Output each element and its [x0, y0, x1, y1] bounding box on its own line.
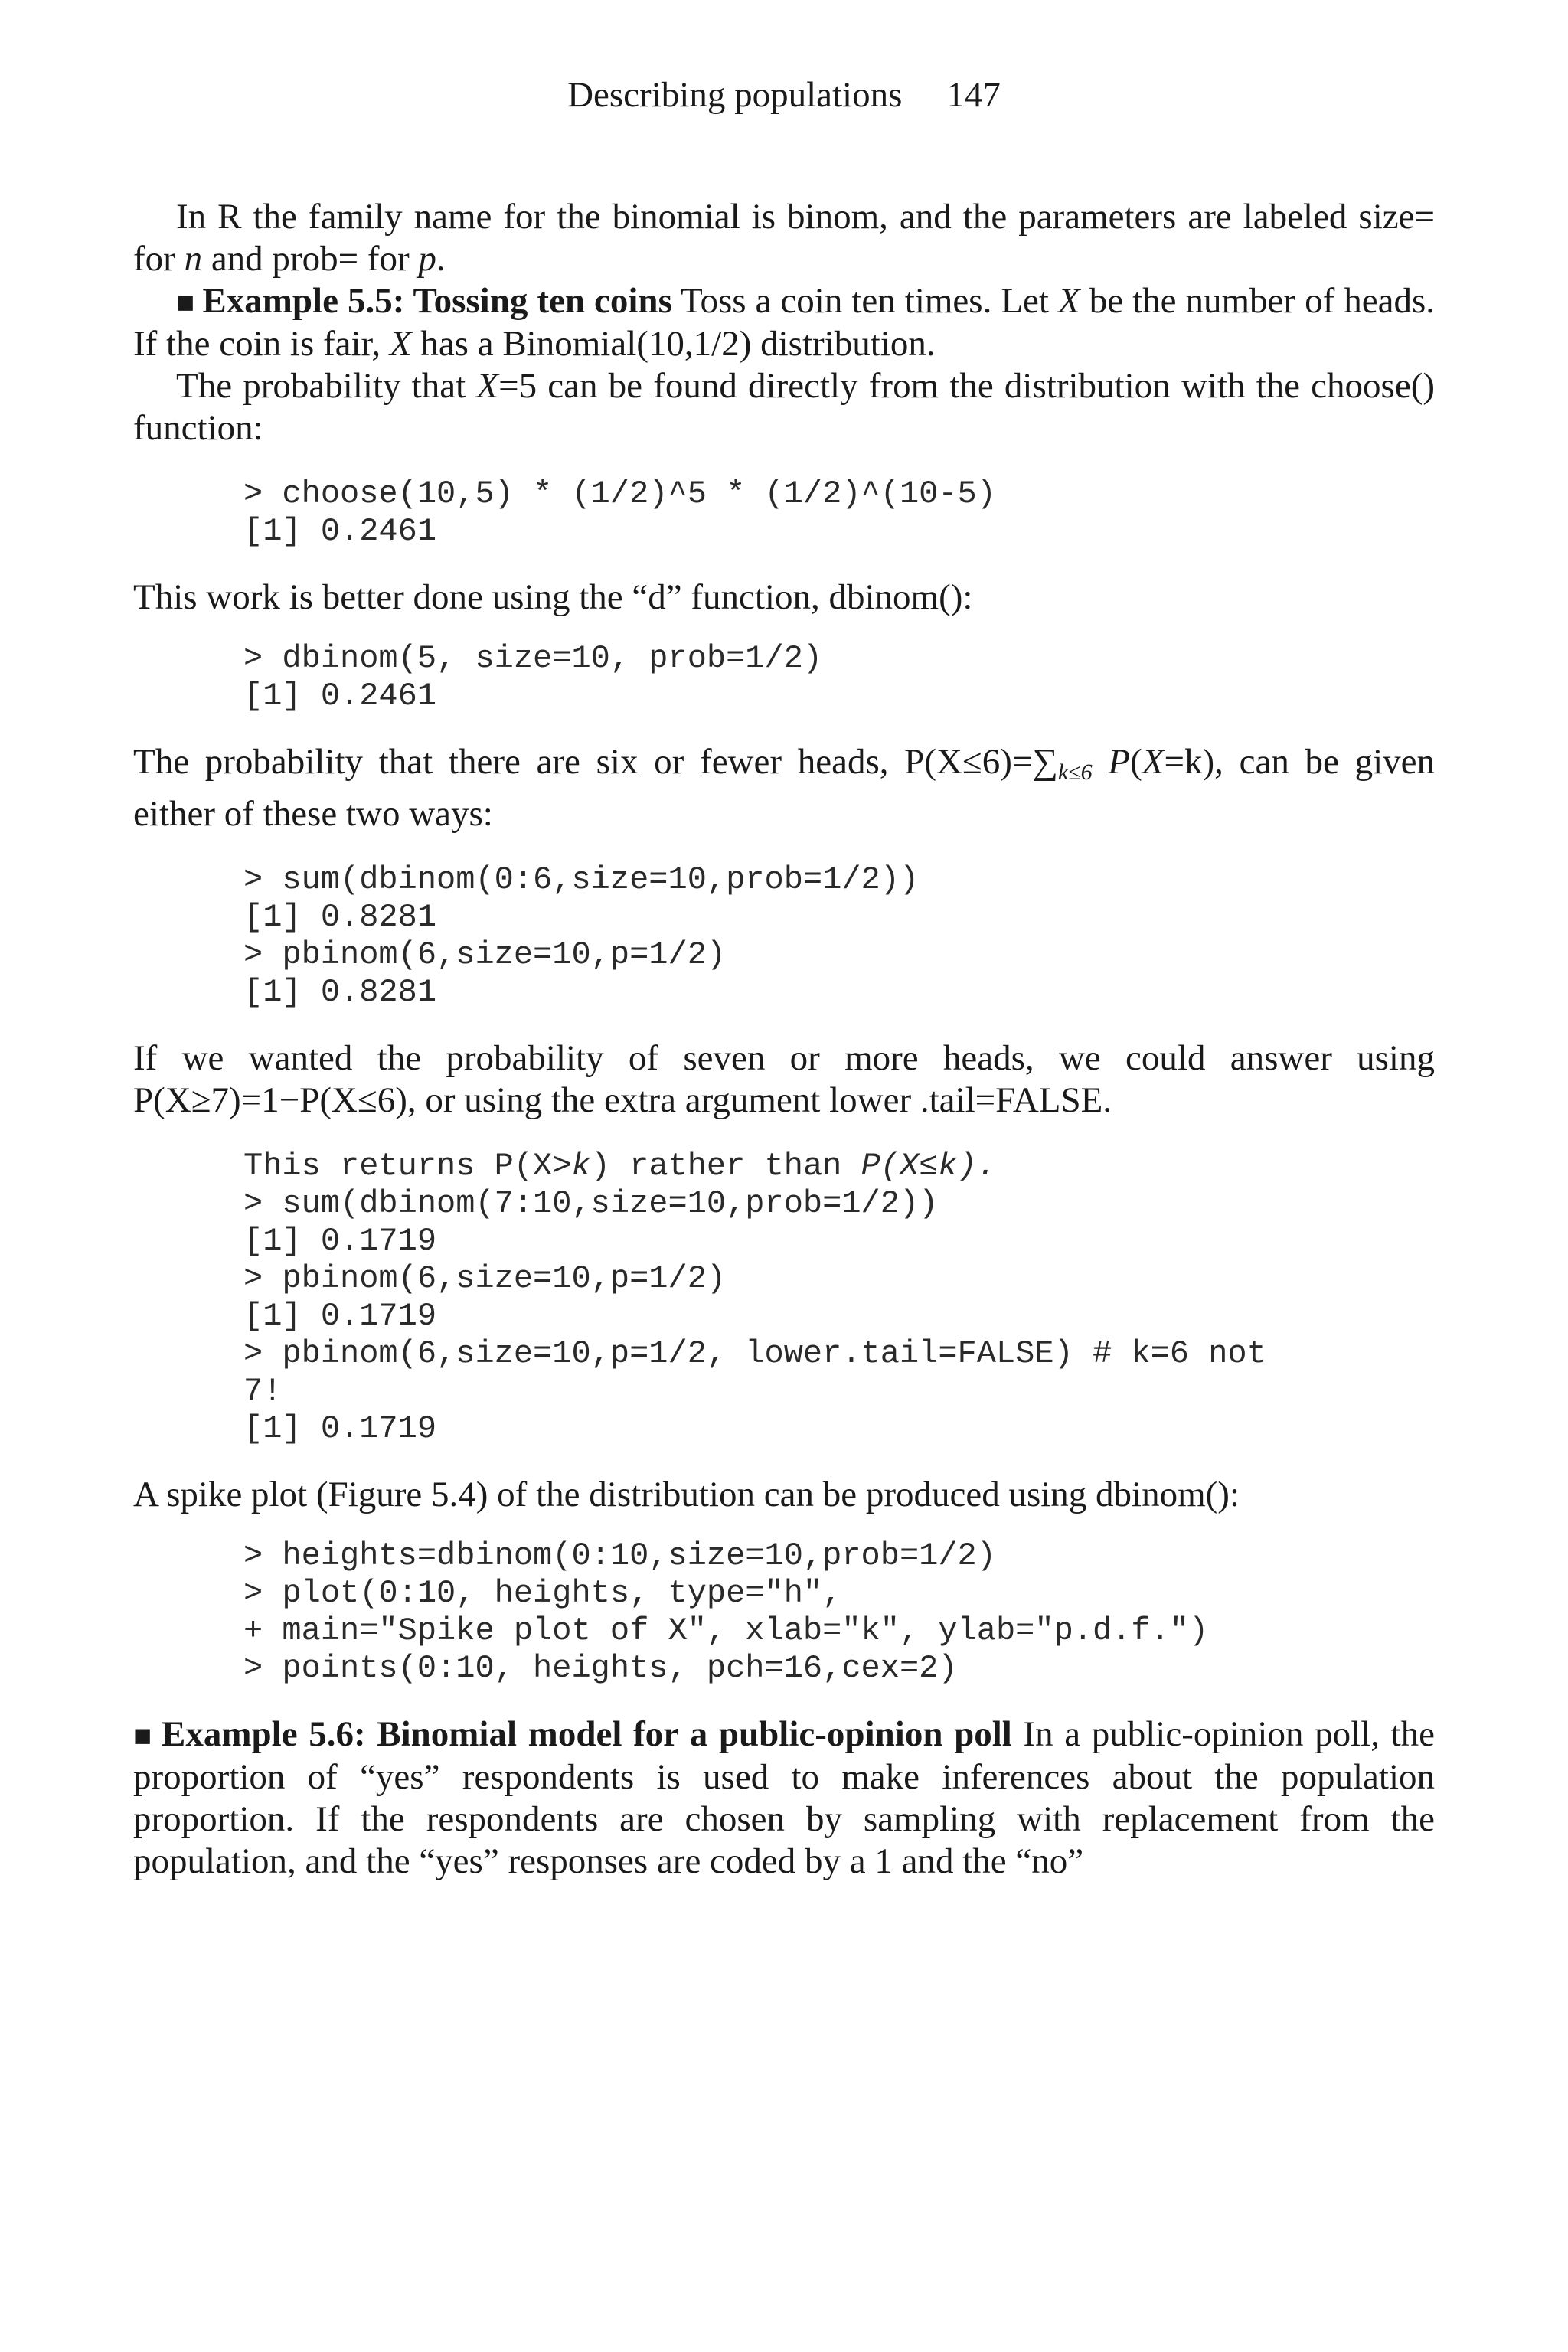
text-run: ) rather than: [590, 1148, 861, 1184]
code-line: [1] 0.1719: [243, 1410, 437, 1447]
example-title: Example 5.6: Binomial model for a public-opinion poll: [162, 1714, 1012, 1754]
paragraph-spike-plot: A spike plot (Figure 5.4) of the distribution can be produced using dbinom():: [133, 1475, 1240, 1514]
text-run: In a public-opinion poll, the proportion of “yes” respondents is used to make inferences about the population proportion. If the respondents are chosen by sampling with replacement from the population, and the “yes” responses are coded by a 1 and the “no”: [133, 1714, 1435, 1881]
code-line: > sum(dbinom(0:6,size=10,prob=1/2)): [243, 861, 920, 898]
running-head-title: Describing populations: [567, 75, 903, 115]
code-line: > plot(0:10, heights, type="h",: [243, 1575, 842, 1612]
paragraph-seven-or-more: If we wanted the probability of seven or more heads, we could answer using P(X≥7)=1−P(X≤6), or using the extra argument lower .tail=FALSE.: [133, 1038, 1435, 1120]
var-p: p: [418, 239, 436, 279]
text-run: [1093, 742, 1109, 782]
code-line: [1] 0.8281: [243, 974, 437, 1011]
code-line: > sum(dbinom(7:10,size=10,prob=1/2)): [243, 1185, 939, 1222]
code-block-pbinom: [243, 861, 1435, 1011]
code-line: [1] 0.8281: [243, 899, 437, 936]
code-line: > pbinom(6,size=10,p=1/2): [243, 936, 727, 973]
page-number: 147: [946, 75, 1001, 115]
code-block-upper-tail: [243, 1148, 1435, 1448]
var-x: X: [1057, 281, 1080, 321]
text-run: has a Binomial(10,1/2) distribution.: [411, 324, 936, 364]
text-run: =5 can be found directly from the distribution with the choose() function:: [133, 366, 1435, 448]
code-line: [1] 0.1719: [243, 1298, 437, 1334]
code-line: [1] 0.2461: [243, 678, 437, 714]
code-block-spike-plot: [243, 1537, 1435, 1687]
var-p: P: [1108, 742, 1131, 782]
code-line: > heights=dbinom(0:10,size=10,prob=1/2): [243, 1537, 996, 1574]
code-note: [243, 1148, 1435, 1185]
text-run: P(X≤k).: [861, 1148, 996, 1184]
var-n: n: [184, 239, 203, 279]
paragraph-dbinom: This work is better done using the “d” function, dbinom():: [133, 577, 973, 617]
text-run: be the number of heads. If the coin is fair,: [133, 281, 1435, 364]
example-5-6: [133, 1713, 1435, 1883]
text-run: The probability that: [176, 366, 477, 406]
example-title: Example 5.5: Tossing ten coins: [202, 281, 672, 321]
code-block-choose: [243, 475, 1435, 550]
example-5-5: [133, 280, 1435, 365]
page-body: [133, 196, 1435, 1883]
code-block-dbinom: [243, 640, 1435, 715]
paragraph-choose: [133, 365, 1435, 449]
var-x: X: [1142, 742, 1165, 782]
paragraph-six-or-fewer: [133, 741, 1435, 835]
code-line: > points(0:10, heights, pch=16,cex=2): [243, 1650, 958, 1687]
paragraph-binom-intro: [133, 196, 1435, 280]
var-x: X: [389, 324, 412, 364]
code-line: [1] 0.2461: [243, 513, 437, 550]
code-line: > dbinom(5, size=10, prob=1/2): [243, 640, 823, 677]
code-line: > choose(10,5) * (1/2)^5 * (1/2)^(10-5): [243, 475, 996, 512]
text-run: In R the family name for the binomial is binom, and the parameters are labeled size= for: [133, 197, 1435, 279]
text-run: .: [436, 239, 446, 279]
var-k: k: [571, 1148, 591, 1184]
text-run: and prob= for: [202, 239, 419, 279]
code-line: [1] 0.1719: [243, 1223, 437, 1259]
text-run: =k), can be given either of these two ways:: [133, 742, 1436, 834]
bullet-icon: ■: [176, 285, 195, 319]
code-line: + main="Spike plot of X", xlab="k", ylab="p.d.f."): [243, 1612, 1209, 1649]
running-head: [0, 74, 1568, 116]
text-run: The probability that there are six or fewer heads, P(X≤6)=∑: [133, 742, 1058, 782]
text-run: (: [1130, 742, 1142, 782]
code-line: > pbinom(6,size=10,p=1/2, lower.tail=FALSE) # k=6 not: [243, 1335, 1266, 1372]
code-line: > pbinom(6,size=10,p=1/2): [243, 1260, 727, 1297]
bullet-icon: ■: [133, 1718, 155, 1753]
var-x: X: [476, 366, 499, 406]
text-run: Toss a coin ten times. Let: [671, 281, 1058, 321]
text-run: This returns P(X>: [243, 1148, 572, 1184]
sum-subscript: k≤6: [1057, 760, 1093, 785]
code-line: 7!: [243, 1373, 283, 1410]
